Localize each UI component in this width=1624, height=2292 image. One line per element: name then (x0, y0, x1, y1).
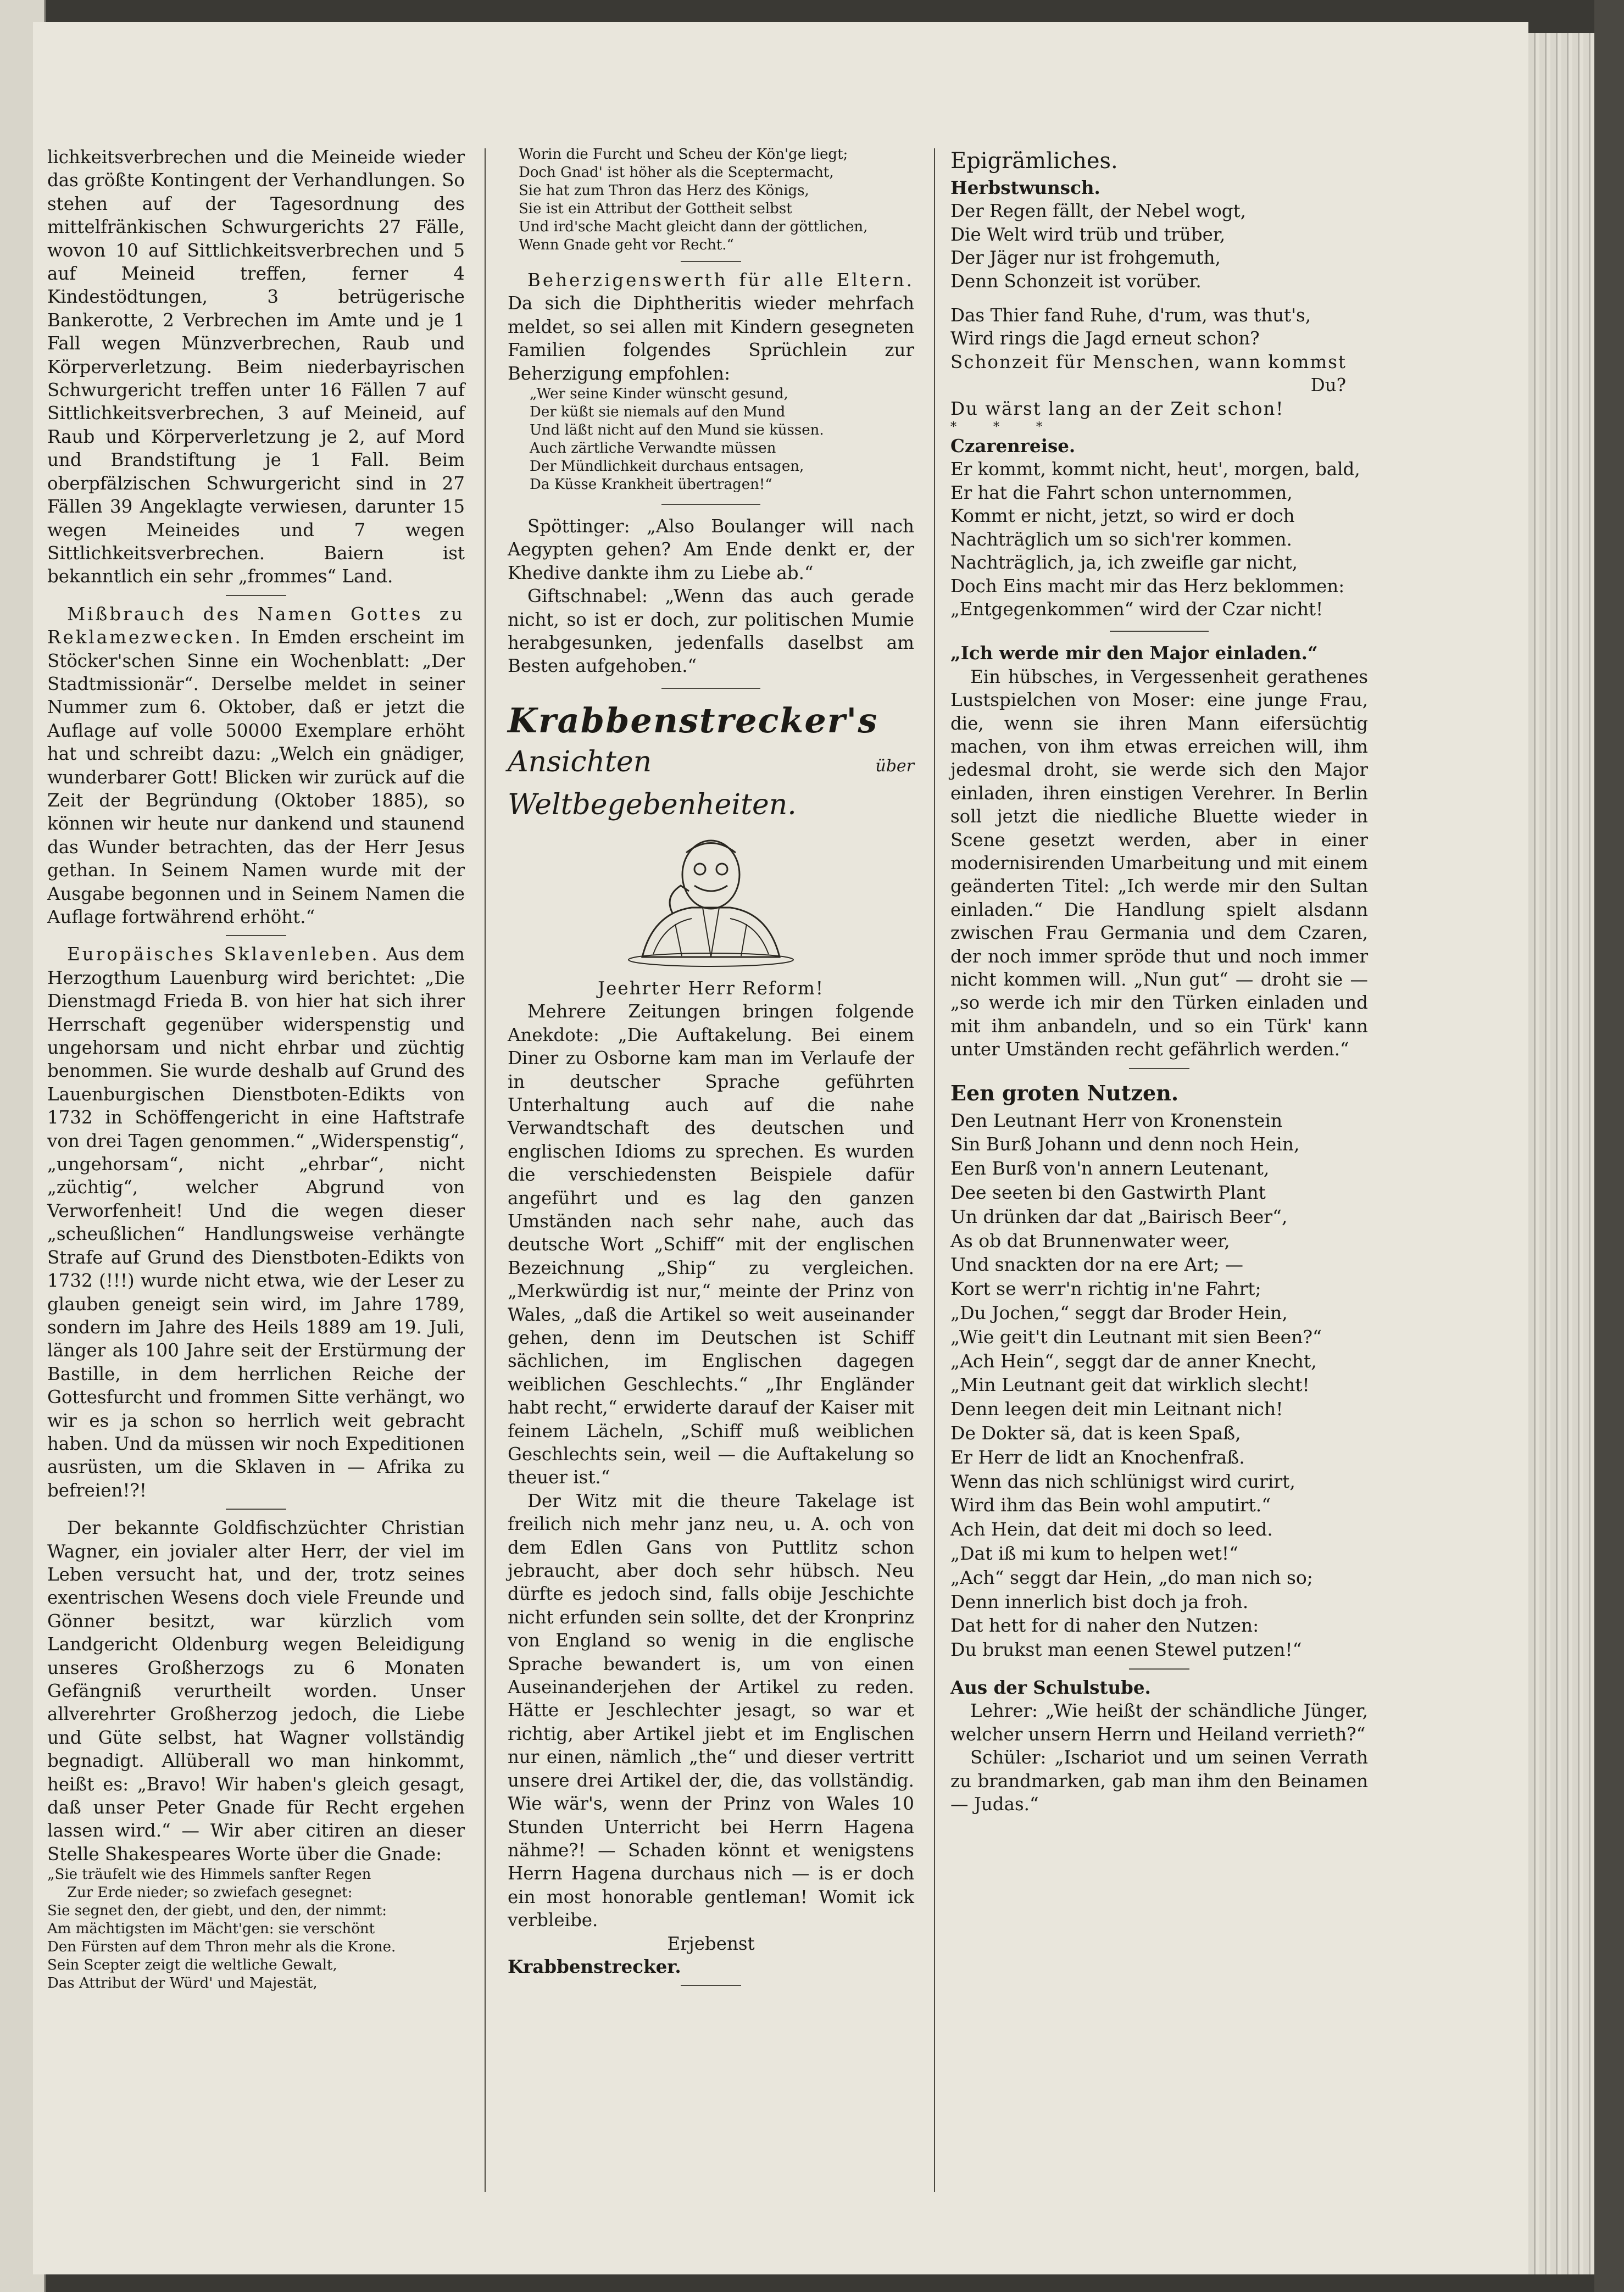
shakespeare-quote (47, 1866, 465, 1993)
article-text: lichkeitsverbrechen und die Meineide wieder das größte Kontingent der Verhandlungen. So stehen auf der Tagesordnung des mittelfränkischen Schwurgerichts 27 Fälle, wovon 10 auf Sittlichkeitsverbrechen und 5 auf Meineid treffen, ferner 4 Kindestödtungen, 3 betrügerische Bankerotte, 2 Verbrechen im Amte und je 1 Fall wegen Münzverbrechen, Raub und Körperverletzung. Beim niederbayrischen Schwurgericht treffen unter 16 Fällen 7 auf Sittlichkeitsverbrechen, 3 auf Meineid, auf Raub und Körperverletzung je 2, auf Mord und Brandstiftung je 1 Fall. Beim oberpfälzischen Schwurgericht sind in 27 Fällen 39 Angeklagte verwiesen, darunter 15 wegen Meineides und 7 wegen Sittlichkeitsverbrechen. Baiern ist bekanntlich ein sehr „frommes“ Land. (47, 147, 465, 587)
poem-line: Denn innerlich bist doch ja froh. (950, 1590, 1249, 1612)
article-slave-life (47, 943, 465, 1502)
article-title: Europäisches Sklavenleben. (67, 944, 380, 965)
poem-line: Dee seeten bi den Gastwirth Plant (950, 1182, 1266, 1204)
poem-line: Kort se werr'n richtig in'ne Fahrt; (950, 1278, 1261, 1300)
poem-line: De Dokter sä, dat is keen Spaß, (950, 1422, 1241, 1444)
poem-line: Er hat die Fahrt schon unternommen, (950, 482, 1293, 503)
banner-title: Krabbenstrecker's (508, 700, 878, 741)
poem-herbstwunsch (950, 199, 1368, 420)
poem-line: Der Regen fällt, der Nebel wogt, (950, 201, 1246, 222)
banner-word: Weltbegebenheiten. (508, 788, 797, 821)
article-abuse-of-name (47, 603, 465, 929)
article-diphtheria (508, 269, 914, 385)
poem-line: „Min Leutnant geit dat wirklich slecht! (950, 1374, 1310, 1396)
poem-line: „Du Jochen,“ seggt dar Broder Hein, (950, 1302, 1288, 1323)
poem-line: Wird ihm das Bein wohl amputirt.“ (950, 1494, 1271, 1516)
poem-line: Du wärst lang an der Zeit schon! (950, 398, 1284, 419)
divider (661, 688, 760, 689)
article-title: „Ich werde mir den Major einladen.“ (950, 642, 1318, 664)
divider (681, 261, 741, 262)
poem-line: Nachträglich, ja, ich zweifle gar nicht, (950, 552, 1298, 574)
poem-line: Den Leutnant Herr von Kronenstein (950, 1109, 1283, 1131)
quote-line: Sie ist ein Attribut der Gottheit selbst (519, 201, 792, 217)
article-title: Mißbrauch des Namen Gottes zu Reklamezwecken. (47, 603, 465, 648)
divider (226, 1509, 286, 1510)
quote-line: Sein Scepter zeigt die weltliche Gewalt, (47, 1957, 337, 1974)
poem-line: Dat hett for di naher den Nutzen: (950, 1615, 1259, 1637)
banner-subtitle (508, 743, 914, 824)
verse (508, 385, 914, 494)
poem-line: Denn leegen deit min Leitnant nich! (950, 1398, 1283, 1420)
poem-line: Er kommt, kommt nicht, heut', morgen, bald, (950, 459, 1360, 480)
poem-line: Er Herr de lidt an Knochenfraß. (950, 1446, 1245, 1468)
dialogue-giftschnabel: Giftschnabel: „Wenn das auch gerade nicht, so ist er doch, zur politischen Mumie herabgesunken, jedenfalls daselbst am Besten aufgehoben.“ (508, 586, 914, 677)
poem-line: Kommt er nicht, jetzt, so wird er doch (950, 505, 1295, 527)
poem-line: Der Jäger nur ist frohgemuth, (950, 247, 1221, 269)
page-stack-edge (1528, 33, 1594, 2274)
verse-line: Auch zärtliche Verwandte müssen (530, 440, 776, 457)
verse-line: Der küßt sie niemals auf den Mund (530, 404, 786, 421)
poem-line: Sin Burß Johann und denn noch Hein, (950, 1133, 1300, 1155)
poem-line: Schonzeit für Menschen, wann kommst (950, 351, 1347, 372)
poem-line: Ach Hein, dat deit mi doch so leed. (950, 1518, 1273, 1540)
verse-line: Und läßt nicht auf den Mund sie küssen. (530, 422, 824, 439)
shakespeare-quote-continued (508, 146, 914, 254)
banner-word: Ansichten (508, 745, 652, 778)
verse-line: Der Mündlichkeit durchaus entsagen, (530, 458, 804, 475)
divider (1129, 1668, 1189, 1670)
article-text: Aus dem Herzogthum Lauenburg wird berichtet: „Die Dienstmagd Frieda B. von hier hat sich ihrer Herrschaft gegenüber widerspenstig und ungehorsam und nicht ehrbar und züchtig benommen. Sie wurde deshalb auf Grund des Lauenburgischen Dienstboten-Edikts von 1732 in Schöffengericht in eine Haftstrafe von drei Tagen genommen.“ „Widerspenstig“, „ungehorsam“, nicht „ehrbar“, nicht „züchtig“, welcher Abgrund von Verworfenheit! Und die wegen dieser „scheußlichen“ Handlungsweise verhängte Strafe auf Grund des Dienstboten-Edikts von 1732 (!!!) wurde nicht etwa, wie der Leser zu glauben geneigt sein wird, im Jahre 1789, sondern im Jahre des Heils 1889 am 19. Juli, länger als 100 Jahre seit der Erstürmung der Bastille, in dem herrlichen Reiche der Gottesfurcht und frommen Sitte verhängt, wo wir es ja schon so herrlich weit gebracht haben. Und da müssen wir noch Expeditionen ausrüsten, um die Sklaven in — Afrika zu befreien!?! (47, 944, 465, 1501)
article-major-text: Ein hübsches, in Vergessenheit gerathenes Lustspielchen von Moser: eine junge Frau, die, wenn sie ihren Mann eifersüchtig machen, von ihm etwas erreichen will, ihm jedesmal droht, sie werde sich den Major einladen, ihren einstigen Verehrer. In Berlin soll jetzt die niedliche Bluette wieder in Scene gesetzt werden, aber in einer modernisirenden Umarbeitung und mit einem geänderten Titel: „Ich werde mir den Sultan einladen.“ Die Handlung spielt alsdann zwischen Frau Germania und dem Czaren, der noch immer spröde thut und noch immer nicht kommen will. „Nun gut“ — droht sie — „so werde ich mir den Türken einladen und mit ihm anbandeln, und so ein Türk' kann unter Umständen recht gefährlich werden.“ (950, 666, 1368, 1060)
poem-line: Wenn das nich schlünigst wird curirt, (950, 1470, 1295, 1492)
poem-line: „Entgegenkommen“ wird der Czar nicht! (950, 598, 1323, 620)
verse-line: Da Küsse Krankheit übertragen!“ (530, 476, 772, 493)
poem-title: Herbstwunsch. (950, 177, 1100, 198)
quote-line: Doch Gnad' ist höher als die Sceptermacht, (519, 164, 834, 181)
poem-title: Een groten Nutzen. (950, 1080, 1179, 1105)
quote-line: „Sie träufelt wie des Himmels sanfter Regen (47, 1866, 371, 1883)
book-binding (1594, 0, 1624, 2292)
article-title: Beherzigenswerth für alle Eltern. (527, 270, 914, 291)
dialogue-teacher: Lehrer: „Wie heißt der schändliche Jünger, welcher unsern Herrn und Heiland verrieth?“ (950, 1700, 1368, 1745)
divider (226, 935, 286, 936)
closing: Erjebenst (667, 1933, 755, 1954)
divider (1110, 631, 1209, 632)
article-text: Da sich die Diphtheritis wieder mehrfach meldet, so sei allen mit Kindern gesegneten Familien folgendes Sprüchlein zur Beherzigung empfohlen: (508, 293, 914, 384)
poem-line: „Dat iß mi kum to helpen wet!“ (950, 1542, 1238, 1564)
poem-line: Du? (1310, 375, 1346, 396)
poem-line: „Wie geit't din Leutnant mit sien Been?“ (950, 1326, 1322, 1348)
poem-line: „Ach Hein“, seggt dar de anner Knecht, (950, 1350, 1317, 1372)
poem-line: Das Thier fand Ruhe, d'rum, was thut's, (950, 305, 1311, 326)
poem-line: As ob dat Brunnenwater weer, (950, 1230, 1230, 1251)
quote-line: Worin die Furcht und Scheu der Kön'ge liegt; (519, 146, 848, 163)
poem-line: Die Welt wird trüb und trüber, (950, 224, 1226, 245)
quote-line: Das Attribut der Würd' und Majestät, (47, 1975, 318, 1992)
caricature-illustration (620, 831, 802, 973)
poem-line: Doch Eins macht mir das Herz beklommen: (950, 575, 1345, 597)
stars-separator: * * * (950, 420, 1059, 435)
quote-line: Und ird'sche Macht gleicht dann der göttlichen, (519, 219, 868, 235)
banner-word: über (875, 756, 914, 776)
divider (681, 1985, 741, 1986)
salutation: Jeehrter Herr Reform! (598, 977, 824, 999)
column-3 (950, 146, 1368, 1816)
divider (1129, 1068, 1189, 1069)
quote-line: Zur Erde nieder; so zwiefach gesegnet: (67, 1884, 353, 1901)
quote-line: Sie hat zum Thron das Herz des Königs, (519, 182, 809, 199)
poem-line: Du brukst man eenen Stewel putzen!“ (950, 1639, 1302, 1661)
poem-czarenreise (950, 458, 1368, 621)
poem-line: Wird rings die Jagd erneut schon? (950, 328, 1260, 349)
column-2 (508, 146, 914, 1993)
poem-groten-nutzen (950, 1109, 1368, 1662)
poem-line: Denn Schonzeit ist vorüber. (950, 270, 1202, 292)
poem-line: „Ach“ seggt dar Hein, „do man nich so; (950, 1566, 1313, 1588)
poem-line: Und snackten dor na ere Art; — (950, 1254, 1244, 1276)
signature: Krabbenstrecker. (508, 1955, 681, 1977)
article-title: Aus der Schulstube. (950, 1676, 1151, 1698)
verse-line: „Wer seine Kinder wünscht gesund, (530, 386, 788, 403)
quote-line: Sie segnet den, der giebt, und den, der nimmt: (47, 1902, 387, 1920)
column-1 (47, 146, 465, 1993)
quote-line: Wenn Gnade geht vor Recht.“ (519, 237, 734, 253)
poem-line: Nachträglich um so sich'rer kommen. (950, 529, 1292, 550)
article-text: In Emden erscheint im Stöcker'schen Sinne ein Wochenblatt: „Der Stadtmissionär“. Derselbe meldet in seiner Nummer zum 6. Oktober, daß er jetzt die Auflage auf volle 50000 Exemplare erhöht hat und schreibt dazu: „Welch ein gnädiger, wunderbarer Gott! Blicken wir zurück auf die Zeit der Begründung (Oktober 1885), so können wir heute nur dankend und staunend das Wunder betrachten, das der Herr Jesus gethan. In Seinem Namen wurde mit der Ausgabe begonnen und in Seinem Namen die Auflage fortwährend erhöht.“ (47, 627, 465, 927)
dialogue-spoettinger: Spöttinger: „Also Boulanger will nach Aegypten gehen? Am Ende denkt er, der Khedive dankte ihm zu Liebe ab.“ (508, 516, 914, 583)
quote-line: Am mächtigsten im Mächt'gen: sie verschönt (47, 1921, 375, 1938)
poem-line: Un drünken dar dat „Bairisch Beer“, (950, 1205, 1288, 1227)
divider (226, 595, 286, 596)
column-rule-2 (934, 148, 935, 2192)
quote-line: Den Fürsten auf dem Thron mehr als die Krone. (47, 1939, 396, 1956)
anecdote-text: Mehrere Zeitungen bringen folgende Anekdote: „Die Auftakelung. Bei einem Diner zu Osborne kam man im Verlaufe der in deutscher Sprache geführten Unterhaltung auch auf die nahe Verwandtschaft des deutschen und englischen Idioms zu sprechen. Es wurden die verschiedensten Beispiele dafür angeführt und es lag den ganzen Umständen nach sehr nahe, auch das deutsche Wort „Schiff“ mit der englischen Bezeichnung „Ship“ zu vergleichen. „Merkwürdig ist nur,“ meinte der Prinz von Wales, „daß die Artikel so weit auseinander gehen, denn im Deutschen ist Schiff sächlichen, im Englischen dagegen weiblichen Geschlechts.“ „Ihr Engländer habt recht,“ erwiderte darauf der Kaiser mit feinem Lächeln, „Schiff muß weiblichen Geschlechts sein, weil — die Auftakelung so theuer ist.“ (508, 1001, 914, 1488)
divider (661, 504, 760, 505)
poem-title: Czarenreise. (950, 435, 1076, 457)
column-rule-1 (485, 148, 486, 2192)
section-title: Epigrämliches. (950, 148, 1118, 174)
article-goldfish-breeder: Der bekannte Goldfischzüchter Christian Wagner, ein jovialer alter Herr, der viel im Leben versucht hat, und der, trotz seines exentrischen Wesens doch viele Freunde und Gönner besitzt, war kürzlich vom Landgericht Oldenburg wegen Beleidigung unseres Großherzogs zu 6 Monaten Gefängniß verurtheilt worden. Unser allverehrter Großherzog jedoch, die Liebe und Güte selbst, hat Wagner vollständig begnadigt. Allüberall wo man hinkommt, heißt es: „Bravo! Wir haben's gleich gesagt, daß unser Peter Gnade für Recht ergehen lassen wird.“ — Wir aber citiren an dieser Stelle Shakespeares Worte über die Gnade: (47, 1517, 465, 1865)
dialogue-pupil: Schüler: „Ischariot und um seinen Verrath zu brandmarken, gab man ihm den Beinamen — Judas.“ (950, 1747, 1368, 1815)
krabbenstrecker-text: Der Witz mit die theure Takelage ist freilich nich mehr janz neu, u. A. och von dem Edlen Gans von Puttlitz schon jebraucht, aber doch sehr hübsch. Neu dürfte es jedoch sind, falls obije Jeschichte nicht erfunden sein sollte, det der Kronprinz von England so wenig in die englische Sprache bewandert is, um von einen Auseinanderjehen der Artikel zu reden. Hätte er Jeschlechter jesagt, so war et richtig, aber Artikel jiebt et im Englischen nur einen, nämlich „the“ und dieser vertritt unsere drei Artikel der, die, das vollständig. Wie wär's, wenn der Prinz von Wales 10 Stunden Unterricht bei Herrn Hagena nähme?! — Schaden könnt et wenigstens Herrn Hagena durchaus nich — is er doch ein most honorable gentleman! Womit ick verbleibe. (508, 1490, 914, 1931)
poem-line: Een Burß von'n annern Leutenant, (950, 1158, 1270, 1180)
